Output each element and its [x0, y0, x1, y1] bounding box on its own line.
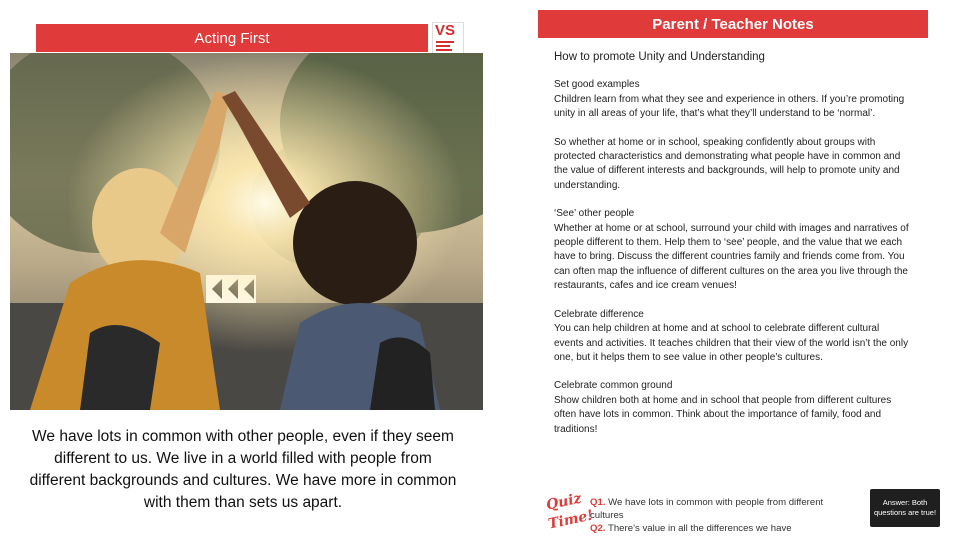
- question-text: We have lots in common with people from different cultures: [590, 497, 824, 521]
- caption-text: We have lots in common with other people, even if they seem different to us. We live in a world filled with people from different backgrounds and cultures. We have more in common with them than sets us apart.: [29, 428, 457, 511]
- section-body: Show children both at home and in school that people from different cultures often have lots in common. Think about the importance of family, food and traditions!: [554, 394, 892, 435]
- question-text: There’s value in all the differences we have: [607, 523, 792, 534]
- notes-section: [554, 78, 910, 121]
- quiz-time-badge: [544, 490, 595, 536]
- vs-logo: [432, 22, 464, 54]
- banner-title: Acting First: [194, 29, 270, 47]
- friends-photo-illustration: [10, 53, 483, 410]
- answer-text: Answer: Both questions are true!: [873, 498, 937, 517]
- section-body: So whether at home or in school, speaking confidently about groups with protected characteristics and demonstrating what people have in common and the value of different interests and backgrounds, will help to promote unity and understanding.: [554, 136, 901, 191]
- notes-section: [554, 207, 910, 293]
- section-heading: Celebrate common ground: [554, 380, 673, 392]
- section-heading: Set good examples: [554, 79, 640, 91]
- quiz-badge-line2: Time!: [546, 507, 595, 533]
- section-heading: ‘See’ other people: [554, 208, 635, 220]
- question-label: Q1.: [590, 497, 606, 508]
- section-heading: Celebrate difference: [554, 308, 644, 320]
- section-body: Children learn from what they see and experience in others. If you’re promoting unity in all areas of your life, that’s what they’ll understand to be ‘normal’.: [554, 93, 905, 120]
- section-body: Whether at home or at school, surround your child with images and narratives of people different to them. Help them to ‘see’ people, and the value that we each have to bring. Discuss the different countries family and friends come from. You can often map the influence of different cultures on the area you live through the restaurants, cafes and ice cream venues!: [554, 222, 909, 292]
- quiz-question-2: [590, 522, 848, 535]
- notes-intro: How to promote Unity and Understanding: [554, 51, 765, 63]
- quiz-question-1: [590, 496, 848, 522]
- quiz-badge-line1: Quiz: [544, 490, 583, 514]
- notes-body: [554, 50, 910, 451]
- logo-line: [436, 45, 450, 47]
- logo-text: VS: [435, 22, 456, 39]
- quiz-questions: [590, 496, 848, 535]
- logo-line: [436, 41, 454, 43]
- logo-line: [436, 49, 452, 51]
- answer-box: [870, 489, 940, 527]
- notes-section: [554, 379, 910, 437]
- section-banner: [36, 24, 428, 52]
- notes-section: [554, 308, 910, 366]
- section-body: You can help children at home and at school to celebrate different cultural events and activities. It teaches children that their view of the world isn’t the only one, but it helps them to see value in other people’s cultures.: [554, 323, 909, 363]
- friends-photo: [10, 53, 483, 410]
- notes-banner-title: Parent / Teacher Notes: [652, 15, 814, 33]
- notes-section: [554, 136, 910, 194]
- question-label: Q2.: [590, 523, 606, 534]
- notes-banner: [538, 10, 928, 38]
